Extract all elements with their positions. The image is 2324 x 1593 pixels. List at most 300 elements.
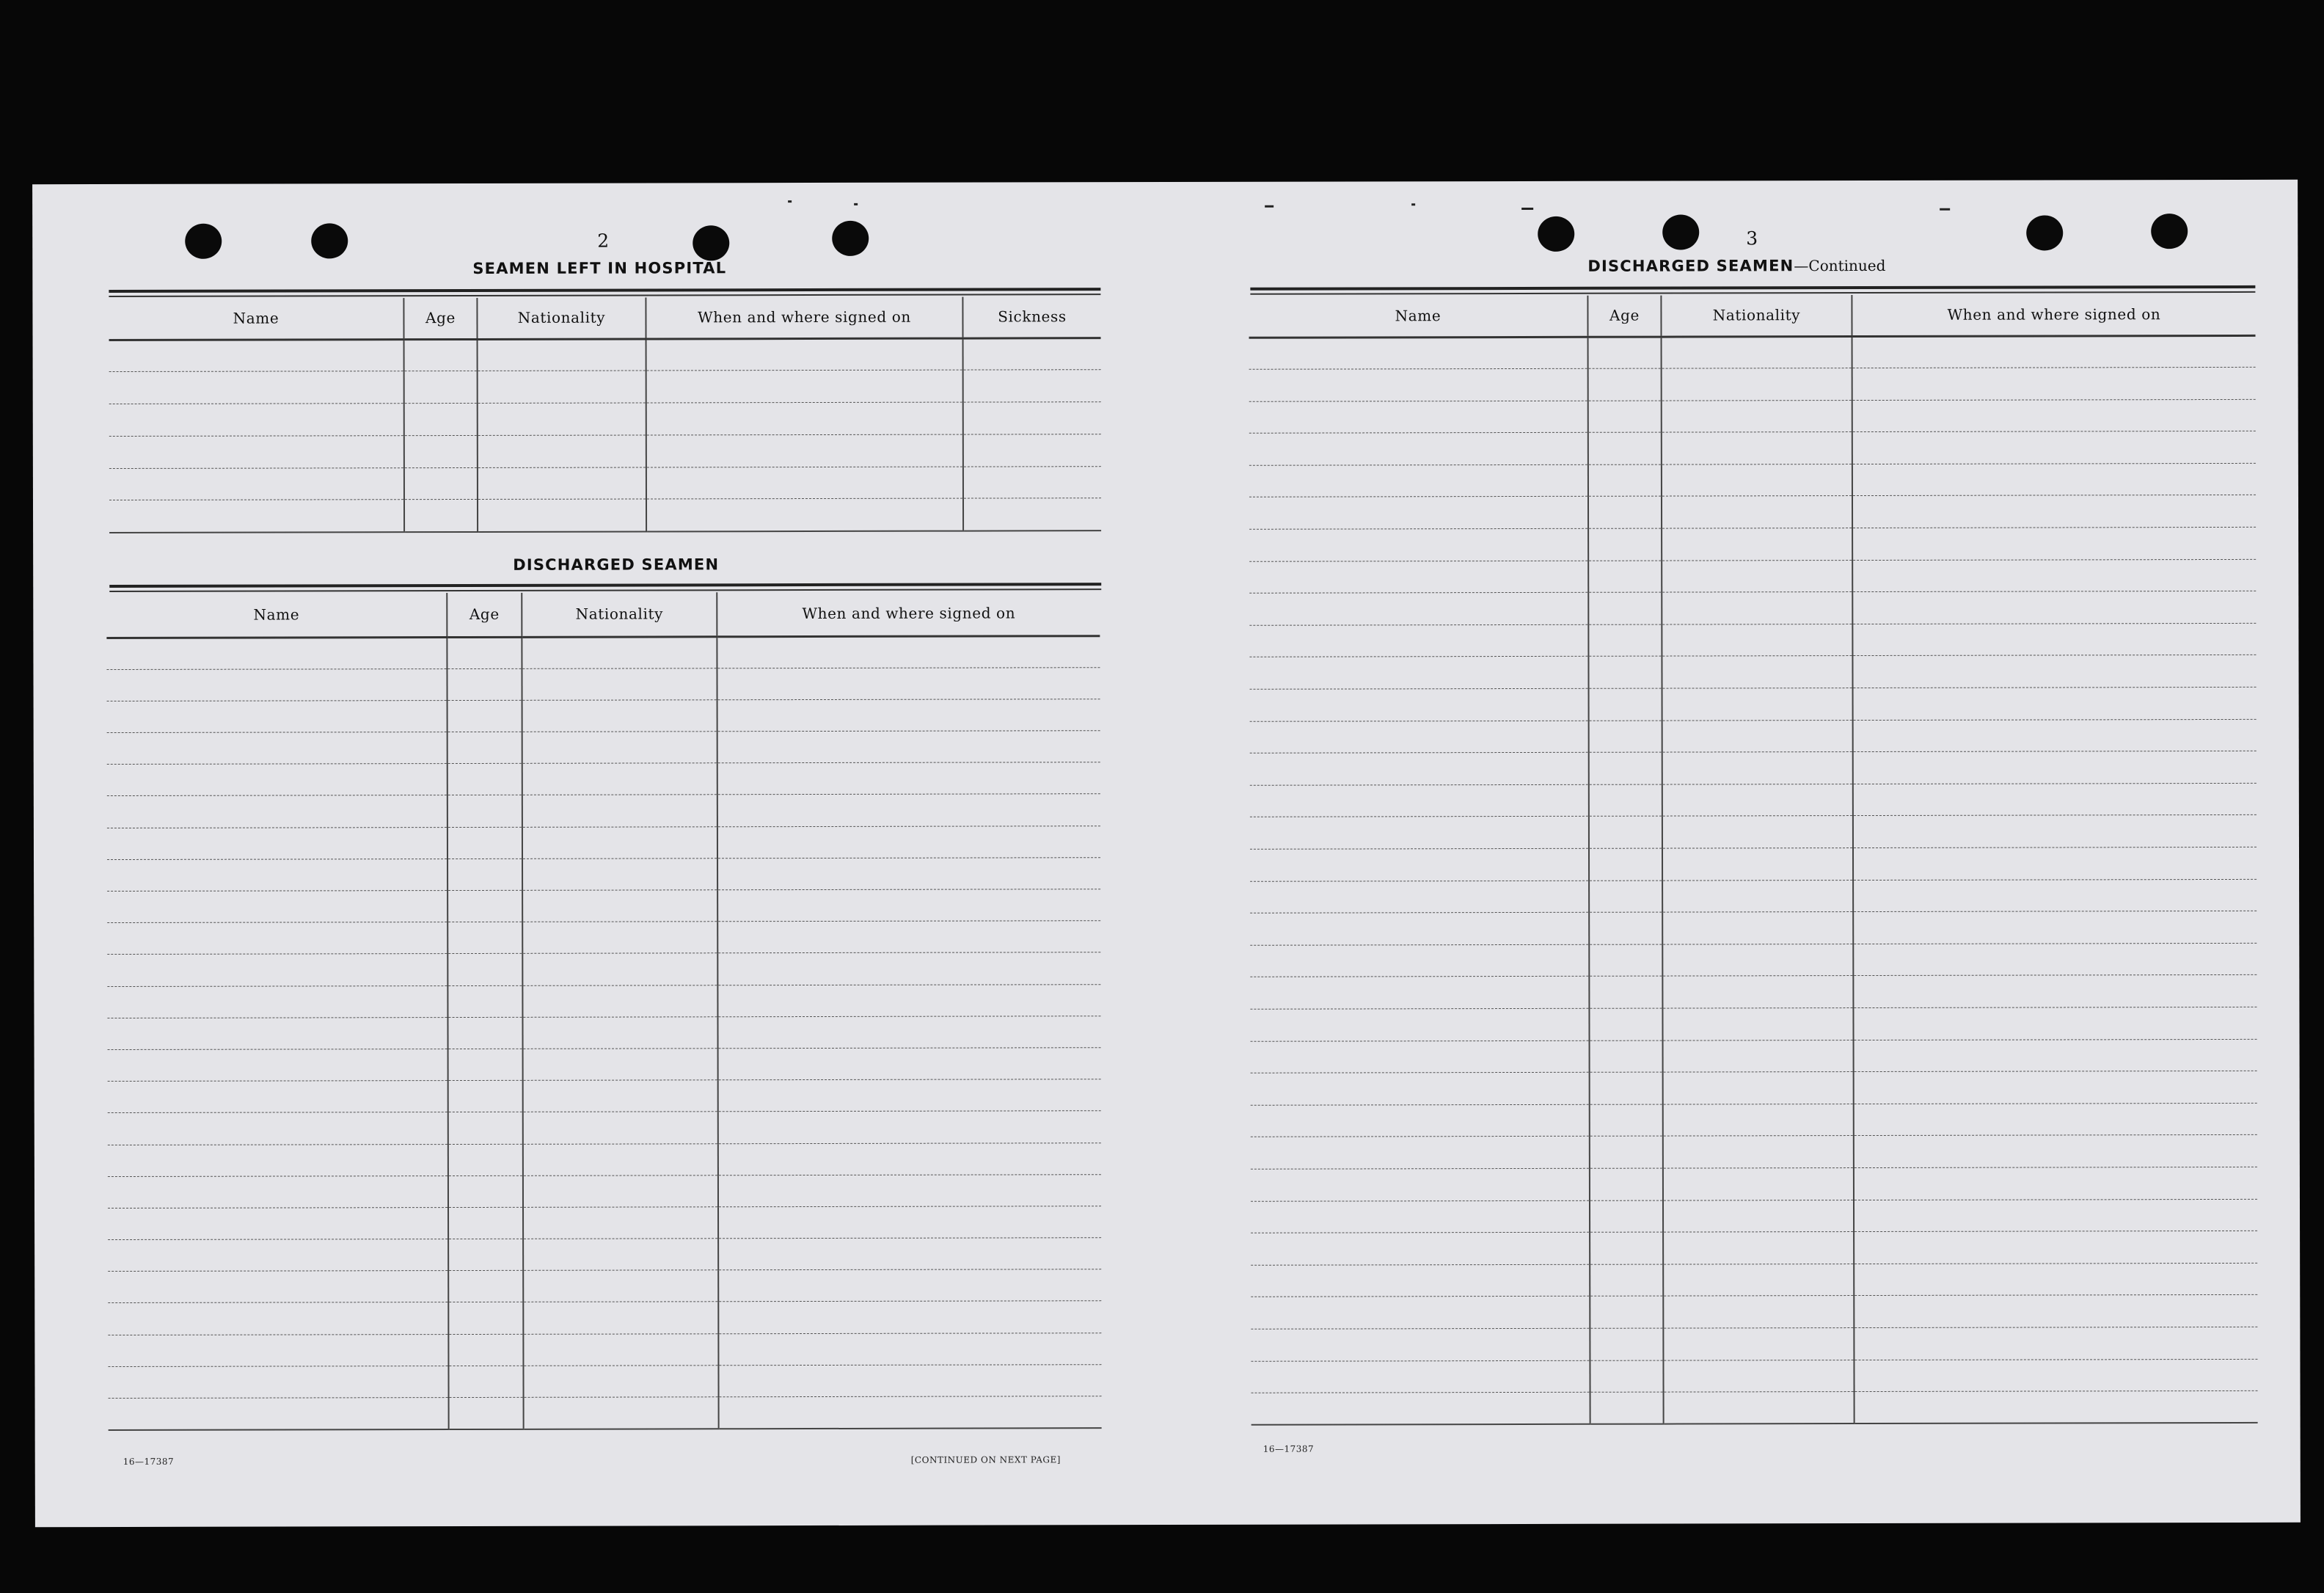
table-row — [1251, 1135, 2257, 1169]
blank-cell — [1251, 1104, 1590, 1137]
blank-cell — [1853, 783, 2257, 816]
blank-cell — [1249, 368, 1588, 401]
blank-cell — [1250, 753, 1589, 786]
blank-cell — [523, 1366, 718, 1398]
blank-cell — [1251, 1328, 1590, 1361]
blank-cell — [448, 1239, 523, 1270]
blank-cell — [1852, 495, 2256, 528]
blank-cell — [109, 339, 404, 372]
speck — [1940, 208, 1950, 211]
blank-cell — [522, 795, 717, 827]
blank-cell — [1854, 1327, 2257, 1360]
table-row — [1250, 751, 2257, 785]
blank-cell — [107, 732, 447, 765]
blank-cell — [718, 1333, 1101, 1365]
blank-cell — [1663, 1296, 1854, 1328]
blank-cell — [717, 825, 1100, 858]
blank-cell — [1249, 593, 1588, 626]
blank-cell — [448, 1334, 523, 1366]
blank-cell — [109, 1398, 449, 1430]
table-row — [1250, 815, 2257, 849]
blank-cell — [1250, 944, 1589, 977]
blank-cell — [107, 1017, 447, 1049]
table-row — [1250, 687, 2257, 721]
blank-cell — [107, 985, 447, 1018]
blank-cell — [717, 921, 1100, 953]
blank-cell — [478, 499, 646, 531]
blank-cell — [1251, 1392, 1590, 1425]
blank-cell — [1852, 463, 2256, 496]
blank-cell — [522, 953, 717, 985]
blank-cell — [1853, 751, 2257, 784]
right-section-title-text: DISCHARGED SEAMEN — [1587, 257, 1794, 275]
blank-cell — [107, 764, 447, 796]
table-row — [108, 1142, 1101, 1176]
blank-cell — [1250, 721, 1589, 754]
blank-cell — [1662, 368, 1852, 401]
blank-cell — [1662, 624, 1852, 656]
blank-cell — [1250, 912, 1589, 945]
blank-cell — [1590, 1104, 1663, 1137]
table-row — [1251, 1390, 2258, 1424]
blank-cell — [1588, 592, 1662, 624]
blank-cell — [1588, 337, 1662, 369]
blank-cell — [1662, 464, 1852, 496]
blank-cell — [447, 732, 522, 763]
table-row — [109, 338, 1101, 372]
punch-hole — [693, 225, 729, 260]
table-row — [1249, 463, 2256, 497]
hospital-section-title: SEAMEN LEFT IN HOSPITAL — [472, 259, 727, 277]
blank-cell — [448, 1112, 523, 1144]
table-row — [108, 1079, 1101, 1113]
blank-cell — [646, 338, 963, 371]
column-header-name: Name — [1249, 296, 1587, 338]
blank-cell — [717, 635, 1100, 668]
blank-cell — [106, 668, 447, 701]
column-header-sickness: Sickness — [962, 296, 1100, 338]
blank-cell — [1662, 944, 1853, 976]
blank-cell — [1590, 1040, 1663, 1073]
blank-cell — [1588, 624, 1662, 657]
blank-cell — [108, 1049, 448, 1081]
table-row — [1251, 1039, 2257, 1073]
blank-cell — [1853, 687, 2257, 720]
blank-cell — [1853, 911, 2257, 944]
table-row — [1250, 911, 2257, 945]
table-row — [107, 825, 1100, 859]
blank-cell — [1662, 912, 1853, 944]
blank-cell — [523, 1175, 718, 1207]
table-row — [1250, 1007, 2257, 1040]
blank-cell — [1249, 401, 1588, 434]
table-row — [108, 1269, 1101, 1303]
blank-cell — [1589, 688, 1662, 721]
blank-cell — [1663, 1167, 1854, 1200]
table-row — [109, 498, 1101, 533]
table-row — [1250, 943, 2257, 977]
blank-cell — [1855, 1390, 2258, 1424]
blank-cell — [1854, 1263, 2257, 1296]
discharged-table — [106, 591, 1101, 1431]
blank-cell — [447, 700, 522, 732]
blank-cell — [717, 762, 1100, 795]
blank-cell — [1251, 1264, 1590, 1297]
punch-hole — [1538, 216, 1574, 252]
blank-cell — [1663, 1327, 1854, 1360]
blank-cell — [1590, 1136, 1663, 1168]
blank-cell — [1663, 1232, 1854, 1264]
blank-cell — [108, 1175, 448, 1208]
blank-cell — [1662, 976, 1853, 1008]
blank-cell — [646, 370, 963, 403]
blank-cell — [1852, 591, 2256, 624]
blank-cell — [717, 984, 1100, 1016]
right-form-number: 16—17387 — [1263, 1443, 1315, 1454]
table-row — [107, 794, 1100, 828]
blank-cell — [717, 699, 1100, 732]
blank-cell — [523, 1270, 718, 1302]
blank-cell — [1250, 848, 1589, 881]
table-row — [108, 1174, 1101, 1208]
blank-cell — [718, 1269, 1101, 1302]
blank-cell — [1852, 655, 2256, 688]
blank-cell — [1662, 336, 1852, 368]
blank-cell — [1663, 1264, 1854, 1296]
blank-cell — [1249, 433, 1588, 466]
blank-cell — [1250, 1008, 1589, 1041]
blank-cell — [107, 795, 447, 828]
blank-cell — [963, 434, 1101, 467]
blank-cell — [108, 1207, 448, 1239]
blank-cell — [1854, 1231, 2257, 1264]
blank-cell — [1250, 881, 1589, 914]
table-row — [1249, 431, 2256, 465]
table-row — [109, 402, 1101, 437]
blank-cell — [109, 436, 404, 469]
blank-cell — [1590, 1072, 1663, 1104]
blank-cell — [717, 1016, 1100, 1048]
blank-cell — [1589, 816, 1662, 848]
speck — [854, 203, 858, 205]
blank-cell — [1588, 561, 1662, 593]
blank-cell — [1249, 657, 1588, 690]
blank-cell — [447, 795, 522, 827]
blank-cell — [447, 1017, 522, 1049]
column-header-signed-on: When and where signed on — [717, 591, 1100, 636]
blank-cell — [1852, 527, 2256, 560]
blank-cell — [718, 1111, 1101, 1143]
blank-cell — [106, 637, 447, 669]
blank-cell — [963, 498, 1101, 531]
blank-cell — [404, 371, 478, 404]
blank-cell — [1854, 1295, 2257, 1328]
blank-cell — [1588, 528, 1662, 561]
blank-cell — [447, 985, 522, 1017]
blank-cell — [1589, 912, 1662, 944]
blank-cell — [717, 858, 1100, 890]
blank-cell — [1662, 400, 1852, 432]
blank-cell — [107, 827, 447, 859]
blank-cell — [1853, 815, 2257, 848]
blank-cell — [523, 1302, 718, 1334]
blank-cell — [447, 827, 522, 859]
right-discharged-table — [1249, 294, 2257, 1426]
blank-cell — [1588, 401, 1662, 433]
blank-cell — [1852, 399, 2256, 432]
blank-cell — [522, 636, 717, 668]
punch-hole — [2151, 214, 2188, 249]
table-row — [109, 370, 1101, 404]
table-row — [1250, 783, 2257, 817]
blank-cell — [718, 1238, 1101, 1270]
blank-cell — [1251, 1040, 1590, 1073]
blank-cell — [522, 922, 717, 954]
column-header-nationality: Nationality — [522, 592, 717, 637]
blank-cell — [1590, 1264, 1663, 1297]
blank-cell — [717, 889, 1100, 922]
right-title-rule — [1250, 285, 2255, 291]
blank-cell — [718, 1364, 1101, 1396]
column-header-name: Name — [106, 593, 447, 638]
blank-cell — [478, 338, 646, 371]
table-row — [1249, 559, 2256, 593]
blank-cell — [523, 1143, 718, 1175]
column-header-age: Age — [447, 593, 522, 637]
table-row — [107, 984, 1100, 1018]
blank-cell — [1662, 592, 1852, 624]
blank-cell — [404, 500, 478, 532]
blank-cell — [522, 700, 717, 732]
blank-cell — [1852, 431, 2256, 464]
blank-cell — [719, 1396, 1102, 1429]
blank-cell — [447, 954, 522, 985]
blank-cell — [1251, 1137, 1590, 1170]
blank-cell — [447, 764, 522, 795]
blank-cell — [1251, 1200, 1590, 1233]
table-row — [109, 434, 1101, 469]
blank-cell — [1249, 497, 1588, 530]
column-header-signed-on: When and where signed on — [1852, 294, 2255, 336]
blank-cell — [522, 985, 717, 1017]
blank-cell — [717, 952, 1100, 985]
table-row — [1251, 1327, 2257, 1360]
blank-cell — [448, 1049, 523, 1080]
blank-cell — [1663, 1040, 1854, 1072]
table-row — [1251, 1231, 2257, 1265]
blank-cell — [108, 1334, 448, 1366]
blank-cell — [718, 1079, 1101, 1112]
blank-cell — [1662, 528, 1852, 561]
blank-cell — [1664, 1392, 1855, 1424]
table-row — [108, 1111, 1101, 1145]
blank-cell — [447, 922, 522, 954]
blank-cell — [1662, 880, 1853, 912]
blank-cell — [109, 404, 404, 437]
blank-cell — [1251, 1232, 1590, 1265]
table-row — [107, 889, 1100, 923]
blank-cell — [963, 402, 1101, 434]
blank-cell — [1250, 784, 1589, 817]
table-row — [1249, 399, 2256, 433]
table-row — [106, 667, 1100, 701]
table-row — [107, 952, 1100, 986]
blank-cell — [1662, 848, 1853, 881]
blank-cell — [404, 404, 478, 436]
blank-cell — [1589, 784, 1662, 817]
blank-cell — [1854, 1359, 2257, 1392]
blank-cell — [522, 1017, 717, 1049]
blank-cell — [109, 467, 404, 500]
blank-cell — [1590, 1200, 1663, 1233]
table-row — [106, 635, 1100, 669]
table-row — [1251, 1167, 2257, 1200]
left-form-number: 16—17387 — [123, 1456, 175, 1467]
blank-cell — [448, 1144, 523, 1175]
blank-cell — [1662, 560, 1852, 592]
punch-hole — [1662, 214, 1699, 249]
blank-cell — [1589, 944, 1662, 977]
table-row — [1251, 1103, 2257, 1137]
column-header-nationality: Nationality — [477, 297, 646, 338]
blank-cell — [1854, 1071, 2257, 1104]
column-header-age: Age — [1587, 296, 1661, 337]
blank-cell — [447, 890, 522, 922]
hospital-title-rule — [109, 288, 1100, 293]
blank-cell — [1590, 1168, 1663, 1200]
blank-cell — [717, 731, 1100, 763]
right-section-title — [1587, 257, 1885, 275]
blank-cell — [523, 1112, 718, 1144]
blank-cell — [718, 1174, 1101, 1206]
table-row — [1249, 527, 2256, 561]
table-row — [1249, 335, 2256, 369]
blank-cell — [1589, 752, 1662, 784]
blank-cell — [718, 1301, 1101, 1333]
blank-cell — [522, 668, 717, 700]
blank-cell — [1249, 624, 1588, 657]
blank-cell — [107, 954, 447, 986]
blank-cell — [522, 859, 717, 891]
blank-cell — [448, 1175, 523, 1207]
right-section-title-suffix: —Continued — [1794, 256, 1886, 275]
blank-cell — [107, 700, 447, 732]
blank-cell — [522, 763, 717, 795]
blank-cell — [447, 668, 522, 700]
table-row — [1249, 495, 2256, 529]
blank-cell — [108, 1112, 448, 1145]
table-row — [108, 1301, 1101, 1335]
blank-cell — [1662, 720, 1853, 752]
blank-cell — [1589, 976, 1662, 1008]
blank-cell — [1852, 335, 2256, 368]
blank-cell — [1853, 879, 2257, 912]
table-row — [1251, 1071, 2257, 1105]
blank-cell — [108, 1366, 448, 1398]
blank-cell — [447, 859, 522, 890]
table-row — [107, 762, 1100, 796]
table-row — [1251, 1263, 2257, 1297]
blank-cell — [1662, 752, 1853, 784]
blank-cell — [448, 1302, 523, 1334]
table-row — [108, 1048, 1101, 1082]
blank-cell — [1853, 719, 2257, 752]
blank-cell — [1854, 1167, 2257, 1200]
blank-cell — [1589, 881, 1662, 913]
blank-cell — [646, 467, 963, 500]
blank-cell — [1854, 1135, 2257, 1168]
blank-cell — [1663, 1104, 1854, 1136]
column-header-age: Age — [403, 298, 477, 339]
blank-cell — [1588, 368, 1662, 401]
blank-cell — [522, 890, 717, 922]
blank-cell — [963, 370, 1101, 402]
blank-cell — [1251, 1360, 1590, 1393]
blank-cell — [718, 1048, 1101, 1080]
table-row — [1251, 1199, 2257, 1233]
blank-cell — [1251, 1297, 1590, 1330]
blank-cell — [963, 466, 1101, 498]
table-row — [109, 1396, 1102, 1430]
blank-cell — [449, 1397, 524, 1429]
table-row — [1250, 879, 2257, 913]
blank-cell — [107, 859, 447, 891]
blank-cell — [1588, 657, 1662, 689]
blank-cell — [478, 403, 646, 435]
blank-cell — [448, 1271, 523, 1302]
blank-cell — [107, 922, 447, 955]
punch-hole — [311, 223, 348, 258]
blank-cell — [1589, 1008, 1662, 1040]
blank-cell — [1250, 688, 1589, 721]
blank-cell — [448, 1207, 523, 1239]
blank-cell — [1663, 1136, 1854, 1168]
blank-cell — [1589, 848, 1662, 881]
blank-cell — [1853, 1007, 2257, 1040]
blank-cell — [478, 435, 646, 467]
blank-cell — [1662, 432, 1852, 464]
blank-cell — [717, 794, 1100, 826]
blank-cell — [523, 1207, 718, 1239]
blank-cell — [478, 371, 646, 403]
blank-cell — [646, 402, 963, 435]
discharged-title-rule — [109, 583, 1101, 588]
speck — [1411, 203, 1415, 205]
blank-cell — [1590, 1232, 1663, 1264]
blank-cell — [448, 1080, 523, 1112]
blank-cell — [1589, 721, 1662, 753]
blank-cell — [1662, 784, 1853, 816]
speck — [1521, 208, 1533, 210]
blank-cell — [717, 667, 1100, 699]
blank-cell — [448, 1366, 523, 1397]
blank-cell — [1854, 1199, 2257, 1232]
blank-cell — [1663, 1200, 1854, 1232]
blank-cell — [404, 339, 478, 371]
table-row — [1250, 975, 2257, 1009]
blank-cell — [523, 1080, 718, 1112]
column-header-nationality: Nationality — [1661, 295, 1852, 337]
blank-cell — [646, 499, 963, 532]
blank-cell — [1250, 817, 1589, 850]
blank-cell — [1662, 656, 1852, 688]
blank-cell — [1662, 496, 1852, 528]
blank-cell — [1590, 1328, 1663, 1360]
table-row — [1249, 367, 2256, 401]
blank-cell — [1662, 1008, 1853, 1040]
blank-cell — [1249, 337, 1588, 370]
blank-cell — [1249, 464, 1588, 497]
